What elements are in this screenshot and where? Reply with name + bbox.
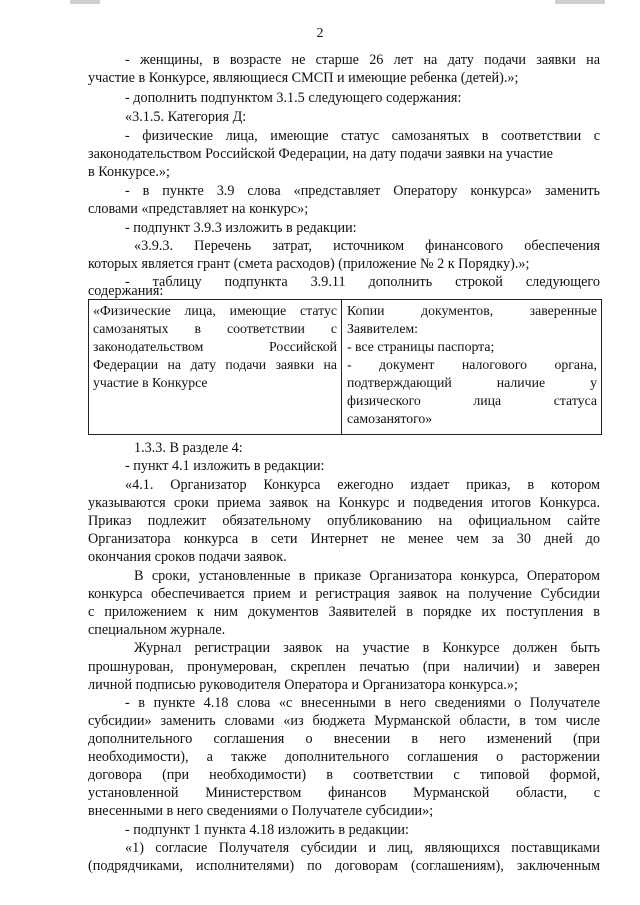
table-cell-right-line: - документ налогового органа,: [347, 357, 597, 372]
text-line: Журнал регистрации заявок на участие в Конкурсе должен быть: [134, 640, 600, 656]
table-cell-right-line: самозанятого»: [347, 411, 433, 426]
inserted-table-row: [88, 299, 602, 435]
page-number: 2: [316, 26, 324, 41]
text-line: личной подписью руководителя Оператора и Организатора конкурса.»;: [88, 677, 518, 693]
text-line: субсидии» заменить словами «из бюджета Мурманской области, в том числе: [88, 713, 600, 729]
text-line: Организатора конкурса в сети Интернет не менее чем за 30 дней до: [88, 531, 600, 547]
table-cell-right-line: физического лица статуса: [347, 393, 597, 408]
table-cell-right-line: Копии документов, заверенные: [347, 303, 597, 318]
text-line: - женщины, в возрасте не старше 26 лет на дату подачи заявки на: [125, 52, 600, 68]
table-cell-left-line: участие в Конкурсе: [93, 375, 208, 390]
table-divider: [341, 300, 342, 434]
table-cell-right-line: - все страницы паспорта;: [347, 339, 495, 354]
table-cell-right-line: Заявителем:: [347, 321, 419, 336]
scan-edge-mark: [70, 0, 100, 4]
text-line: (подрядчиками, исполнителями) по договорам (соглашениям), заключенным: [88, 858, 600, 874]
text-line: «4.1. Организатор Конкурса ежегодно издает приказ, в котором: [125, 477, 600, 493]
text-line: участие в Конкурсе, являющиеся СМСП и имеющие ребенка (детей).»;: [88, 70, 519, 86]
text-line: с приложением к ним документов Заявителей в порядке их поступления в: [88, 604, 600, 620]
text-line: дополнительного соглашения о внесении в него изменений (при: [88, 731, 600, 747]
text-line: которых является грант (смета расходов) (приложение № 2 к Порядку).»;: [88, 256, 530, 272]
text-line: законодательством Российской Федерации, на дату подачи заявки на участие: [88, 146, 553, 162]
text-line: окончания сроков подачи заявок.: [88, 549, 287, 565]
text-line: «1) согласие Получателя субсидии и лиц, являющихся поставщиками: [125, 840, 600, 856]
table-cell-right-line: подтверждающий наличие у: [347, 375, 597, 390]
text-line: установленной Министерством финансов Мурманской области, с: [88, 785, 600, 801]
scan-edge-mark: [555, 0, 605, 4]
table-cell-left-line: законодательством Российской: [93, 339, 337, 354]
text-line: - в пункте 3.9 слова «представляет Оператору конкурса» заменить: [125, 183, 600, 199]
section-heading: 1.3.3. В разделе 4:: [134, 440, 243, 456]
text-line: Приказ подлежит обязательному опубликованию на официальном сайте: [88, 513, 600, 529]
text-line: «3.1.5. Категория Д:: [125, 109, 247, 125]
text-line: - дополнить подпунктом 3.1.5 следующего содержания:: [125, 90, 462, 106]
text-line: В сроки, установленные в приказе Организатора конкурса, Оператором: [134, 568, 600, 584]
text-line: договора (при необходимости) в соответствии с типовой формой,: [88, 767, 600, 783]
table-cell-left-line: самозанятых в соответствии с: [93, 321, 337, 336]
text-line: конкурса обеспечивается прием и регистрация заявок на получение Субсидии: [88, 586, 600, 602]
text-line: в Конкурсе.»;: [88, 164, 170, 180]
text-line: - пункт 4.1 изложить в редакции:: [125, 458, 325, 474]
text-line: указываются сроки приема заявок на Конкурс и подведения итогов Конкурса.: [88, 495, 600, 511]
table-cell-left-line: «Физические лица, имеющие статус: [93, 303, 337, 318]
text-line: «3.9.3. Перечень затрат, источником финансового обеспечения: [134, 238, 600, 254]
text-line: словами «представляет на конкурс»;: [88, 201, 309, 217]
text-line: специальном журнале.: [88, 622, 226, 638]
text-line: прошнурован, пронумерован, скреплен печатью (при наличии) и заверен: [88, 659, 600, 675]
text-line: - подпункт 1 пункта 4.18 изложить в редакции:: [125, 822, 409, 838]
text-line: - подпункт 3.9.3 изложить в редакции:: [125, 220, 357, 236]
text-line: - в пункте 4.18 слова «с внесенными в него сведениями о Получателе: [125, 695, 600, 711]
text-line: - физические лица, имеющие статус самозанятых в соответствии с: [125, 128, 600, 144]
text-line: внесенными в него сведениями о Получателе субсидии»;: [88, 803, 434, 819]
text-line: - таблицу подпункта 3.9.11 дополнить строкой следующего: [125, 274, 600, 290]
text-line: содержания:: [88, 283, 164, 299]
text-line: необходимости), а также дополнительного соглашения о расторжении: [88, 749, 600, 765]
table-cell-left-line: Федерации на дату подачи заявки на: [93, 357, 337, 372]
